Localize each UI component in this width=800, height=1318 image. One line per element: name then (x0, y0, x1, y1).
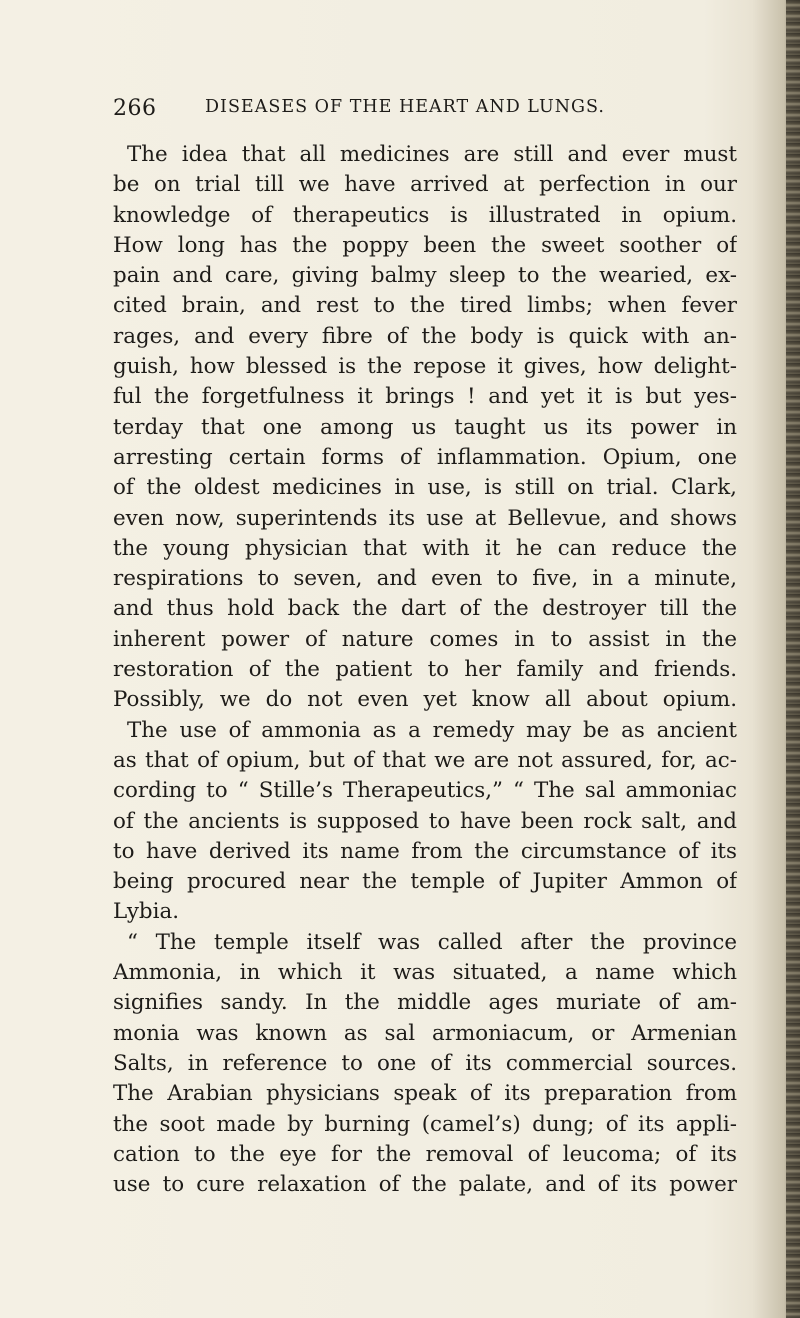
text-line: Salts, in reference to one of its commercial sources. (113, 1050, 737, 1076)
text-line: cording to “ Stille’s Therapeutics,” “ The sal ammoniac (113, 778, 737, 804)
text-line: pain and care, giving balmy sleep to the wearied, ex- (113, 263, 737, 289)
text-line: Possibly, we do not even yet know all about opium. (113, 687, 737, 713)
text-line: the soot made by burning (camel’s) dung; of its appli- (113, 1111, 737, 1137)
text-line: cited brain, and rest to the tired limbs; when fever (113, 293, 737, 319)
text-line: signifies sandy. In the middle ages muriate of am- (113, 990, 737, 1016)
body-text (113, 140, 737, 1200)
text-line: use to cure relaxation of the palate, and of its power (113, 1172, 737, 1198)
text-line: Ammonia, in which it was situated, a name which (113, 960, 737, 986)
text-line: How long has the poppy been the sweet soother of (113, 232, 737, 258)
text-line: The use of ammonia as a remedy may be as ancient (127, 717, 737, 743)
text-line: being procured near the temple of Jupiter Ammon of (113, 869, 737, 895)
text-line: terday that one among us taught us its power in (113, 414, 737, 440)
text-line: to have derived its name from the circumstance of its (113, 838, 737, 864)
text-line: knowledge of therapeutics is illustrated in opium. (113, 202, 737, 228)
text-line: respirations to seven, and even to five, in a minute, (113, 566, 737, 592)
text-line: inherent power of nature comes in to assist in the (113, 626, 737, 652)
text-line: restoration of the patient to her family and friends. (113, 657, 737, 683)
page-edge-shadow (786, 0, 800, 1318)
running-head: DISEASES OF THE HEART AND LUNGS. (205, 97, 605, 117)
text-line: be on trial till we have arrived at perfection in our (113, 172, 737, 198)
text-line: guish, how blessed is the repose it gives, how delight- (113, 354, 737, 380)
text-line: and thus hold back the dart of the destroyer till the (113, 596, 737, 622)
text-line: even now, superintends its use at Bellevue, and shows (113, 505, 737, 531)
text-line: the young physician that with it he can reduce the (113, 535, 737, 561)
text-line: “ The temple itself was called after the province (127, 929, 737, 955)
text-line: Lybia. (113, 899, 179, 925)
text-line: The idea that all medicines are still and ever must (127, 142, 737, 167)
text-line: rages, and every fibre of the body is quick with an- (113, 323, 737, 349)
text-line: The Arabian physicians speak of its preparation from (113, 1081, 737, 1107)
text-line: ful the forgetfulness it brings ! and yet it is but yes- (113, 384, 737, 410)
page-number: 266 (113, 96, 157, 121)
text-line: of the oldest medicines in use, is still on trial. Clark, (113, 475, 737, 501)
page-header (113, 96, 713, 126)
text-line: cation to the eye for the removal of leucoma; of its (113, 1141, 737, 1167)
text-line: as that of opium, but of that we are not assured, for, ac- (113, 747, 737, 773)
text-line: arresting certain forms of inflammation. Opium, one (113, 444, 737, 470)
text-line: of the ancients is supposed to have been rock salt, and (113, 808, 737, 834)
text-line: monia was known as sal armoniacum, or Armenian (113, 1020, 737, 1046)
